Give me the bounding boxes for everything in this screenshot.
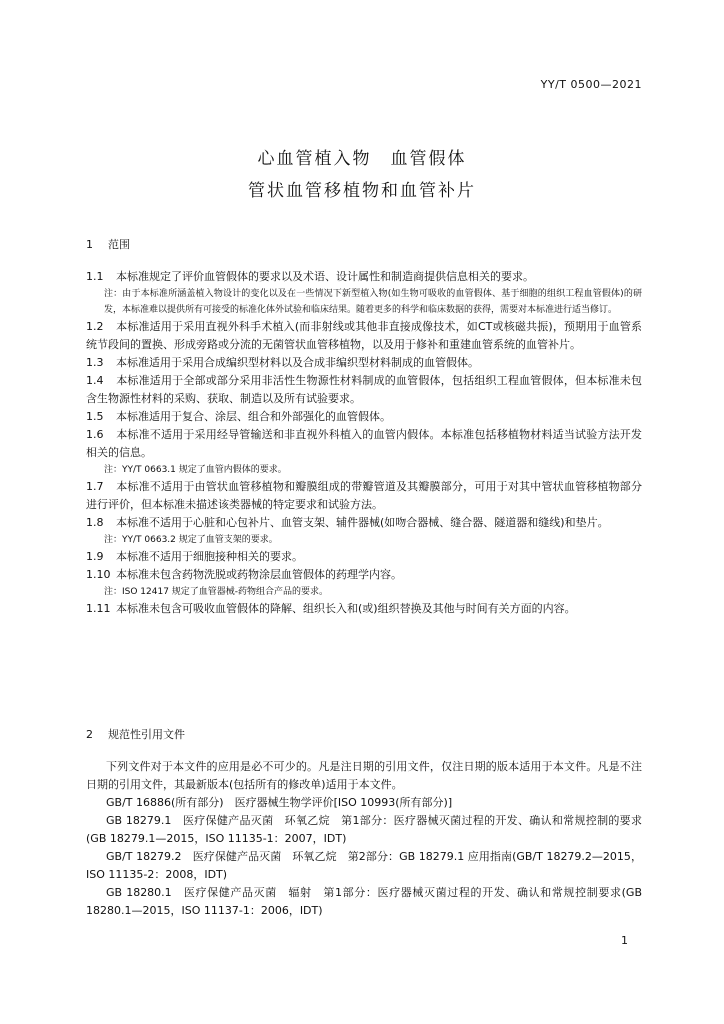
clause-1-5: 1.5 本标准适用于复合、涂层、组合和外部强化的血管假体。 (86, 410, 391, 423)
clause-1-1: 1.1 本标准规定了评价血管假体的要求以及术语、设计属性和制造商提供信息相关的要求。 (86, 270, 534, 283)
section-number: 2 (86, 728, 93, 741)
reference-item: GB 18279.1 医疗保健产品灭菌 环氧乙烷 第1部分：医疗器械灭菌过程的开发、确认和常规控制的要求(GB 18279.1—2015，ISO 11135-1：2007，IDT) (86, 814, 642, 845)
clause-1-2: 1.2 本标准适用于采用直视外科手术植入(而非射线或其他非直接成像技术，如CT或核磁共振)，预期用于血管系统节段间的置换、形成旁路或分流的无菌管状血管移植物，以及用于修补和重建血管系统的血管补片。 (86, 320, 642, 351)
standard-code: YY/T 0500—2021 (540, 78, 642, 91)
section-2-body (86, 758, 642, 920)
section-1-heading (86, 236, 130, 252)
section-title: 规范性引用文件 (108, 728, 185, 741)
clause-1-8: 1.8 本标准不适用于心脏和心包补片、血管支架、辅件器械(如吻合器械、缝合器、隧道器和缝线)和垫片。 (86, 516, 609, 529)
document-title-line2: 管状血管移植物和血管补片 (248, 181, 476, 201)
section-title: 范围 (108, 238, 130, 251)
normative-intro: 下列文件对于本文件的应用是必不可少的。凡是注日期的引用文件，仅注日期的版本适用于本文件。凡是不注日期的引用文件，其最新版本(包括所有的修改单)适用于本文件。 (86, 760, 642, 791)
clause-1-3: 1.3 本标准适用于采用合成编织型材料以及合成非编织型材料制成的血管假体。 (86, 356, 479, 369)
clause-1-10: 1.10 本标准未包含药物洗脱或药物涂层血管假体的药理学内容。 (86, 568, 402, 581)
section-2-heading (86, 726, 185, 742)
note: 注：YY/T 0663.1 规定了血管内假体的要求。 (104, 465, 287, 475)
clause-1-4: 1.4 本标准适用于全部或部分采用非活性生物源性材料制成的血管假体，包括组织工程血管假体，但本标准未包含生物源性材料的采购、获取、制造以及所有试验要求。 (86, 374, 642, 405)
section-number: 1 (86, 238, 93, 251)
note: 注：YY/T 0663.2 规定了血管支架的要求。 (104, 535, 278, 545)
page-number: 1 (621, 934, 628, 947)
section-1-body (86, 268, 642, 618)
reference-item: GB/T 18279.2 医疗保健产品灭菌 环氧乙烷 第2部分：GB 18279.1 应用指南(GB/T 18279.2—2015，ISO 11135-2：2008，IDT) (86, 850, 642, 881)
clause-1-11: 1.11 本标准未包含可吸收血管假体的降解、组织长入和(或)组织替换及其他与时间有关方面的内容。 (86, 602, 576, 615)
clause-1-9: 1.9 本标准不适用于细胞接种相关的要求。 (86, 550, 303, 563)
note: 注：由于本标准所涵盖植入物设计的变化以及在一些情况下新型植入物(如生物可吸收的血管假体、基于细胞的组织工程血管假体)的研发，本标准难以提供所有可接受的标准化体外试验和临床结果。随着更多的科学和临床数据的获得，需要对本标准进行适当修订。 (104, 289, 642, 315)
clause-1-6: 1.6 本标准不适用于采用经导管输送和非直视外科植入的血管内假体。本标准包括移植物材料适当试验方法开发相关的信息。 (86, 428, 642, 459)
reference-item: GB/T 16886(所有部分) 医疗器械生物学评价[ISO 10993(所有部分)] (106, 796, 453, 809)
note: 注：ISO 12417 规定了血管器械-药物组合产品的要求。 (104, 587, 329, 597)
clause-1-7: 1.7 本标准不适用于由管状血管移植物和瓣膜组成的带瓣管道及其瓣膜部分，可用于对其中管状血管移植物部分进行评价，但本标准未描述该类器械的特定要求和试验方法。 (86, 480, 642, 511)
reference-item: GB 18280.1 医疗保健产品灭菌 辐射 第1部分：医疗器械灭菌过程的开发、确认和常规控制要求(GB 18280.1—2015，ISO 11137-1：2006，IDT) (86, 886, 642, 917)
document-title-line1: 心血管植入物 血管假体 (257, 149, 467, 169)
